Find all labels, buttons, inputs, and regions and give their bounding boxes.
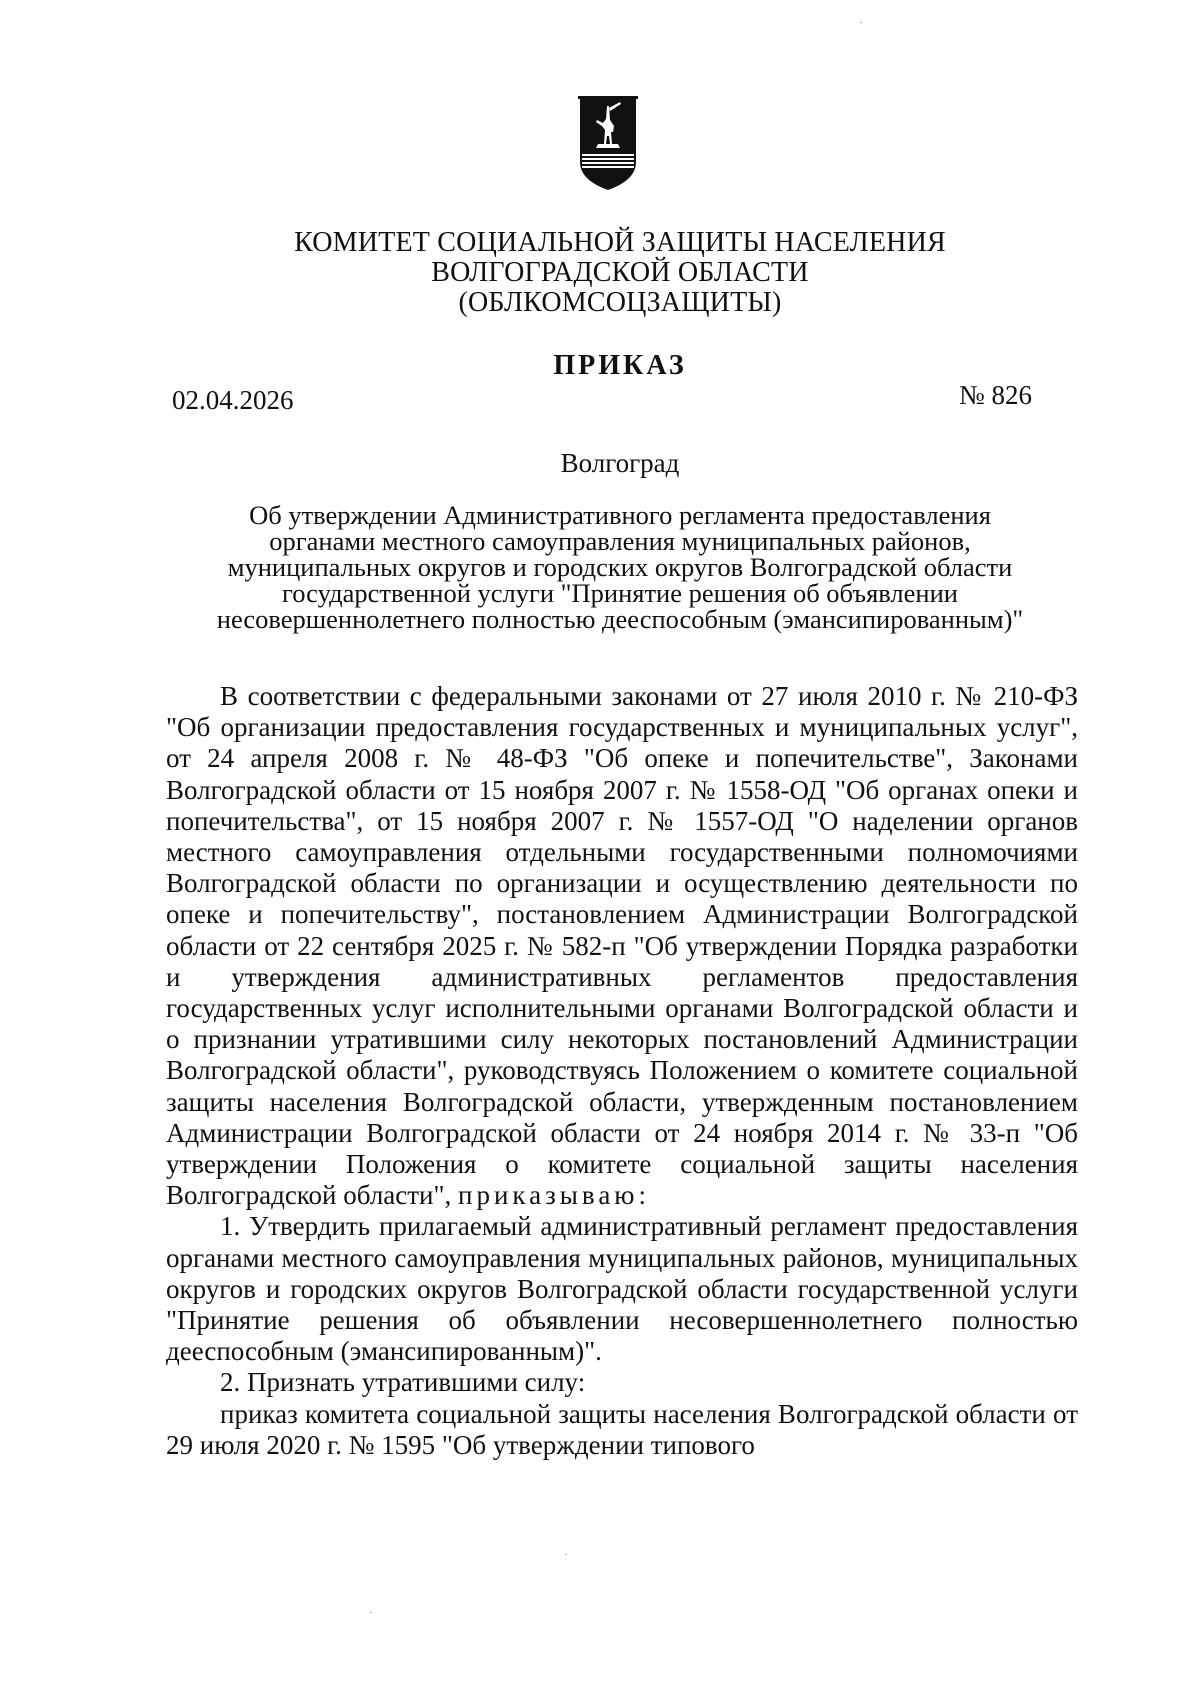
preamble-paragraph: [166, 681, 1078, 1211]
subject-line-1: Об утверждении Административного регламента предоставления: [249, 500, 991, 530]
organization-header: [160, 228, 1080, 318]
scan-speck: [565, 1554, 567, 1555]
document-number: № 826: [958, 380, 1032, 410]
item-2-sub-paragraph: приказ комитета социальной защиты населения Волгоградской области от 29 июля 2020 г. № 1595 "Об утверждении типового: [166, 1398, 1078, 1460]
document-city: Волгоград: [560, 448, 680, 478]
subject-line-3: муниципальных округов и городских округов Волгоградской области: [227, 552, 1013, 582]
subject-line-5: несовершеннолетнего полностью дееспособным (эмансипированным)": [216, 604, 1024, 634]
header-line-2: ВОЛГОГРАДСКОЙ ОБЛАСТИ: [431, 257, 809, 288]
coat-of-arms-icon: [576, 96, 640, 192]
subject-line-4: государственной услуги "Принятие решения об объявлении: [282, 578, 958, 608]
document-date: 02.04.2026: [172, 385, 294, 415]
document-title: ПРИКАЗ: [553, 350, 687, 381]
document-subject: [170, 502, 1070, 632]
header-line-1: КОМИТЕТ СОЦИАЛЬНОЙ ЗАЩИТЫ НАСЕЛЕНИЯ: [294, 227, 946, 258]
preamble-text: В соответствии с федеральными законами от 27 июля 2010 г. № 210-ФЗ "Об организации предоставления государственных и муниципальных услуг", от 24 апреля 2008 г. № 48-ФЗ "Об опеке и попечительстве", Законами Волгоградской области от 15 ноября 2007 г. № 1558-ОД "Об органах опеки и попечительства", от 15 ноября 2007 г. № 1557-ОД "О наделении органов местного самоуправления отдельными государственными полномочиями Волгоградской области по организации и осуществлению деятельности по опеке и попечительству", постановлением Администрации Волгоградской области от 22 сентября 2025 г. № 582-п "Об утверждении Порядка разработки и утверждения административных регламентов предоставления государственных услуг исполнительными органами Волгоградской области и о признании утратившими силу некоторых постановлений Администрации Волгоградской области", руководствуясь Положением о комитете социальной защиты населения Волгоградской области, утвержденным постановлением Администрации Волгоградской области от 24 ноября 2014 г. № 33-п "Об утверждении Положения о комитете социальной защиты населения Волгоградской области",: [166, 681, 1078, 1211]
document-body: [166, 681, 1078, 1461]
orders-word: приказываю:: [458, 1180, 650, 1211]
scan-speck: [370, 1612, 372, 1613]
scan-speck: [860, 22, 862, 23]
item-2-paragraph: 2. Признать утратившими силу:: [220, 1367, 586, 1398]
header-line-3: (ОБЛКОМСОЦЗАЩИТЫ): [458, 287, 782, 318]
item-1-paragraph: 1. Утвердить прилагаемый административный регламент предоставления органами местного самоуправления муниципальных районов, муниципальных округов и городских округов Волгоградской области государственной услуги "Принятие решения об объявлении несовершеннолетнего полностью дееспособным (эмансипированным)".: [166, 1211, 1078, 1367]
subject-line-2: органами местного самоуправления муниципальных районов,: [269, 526, 971, 556]
